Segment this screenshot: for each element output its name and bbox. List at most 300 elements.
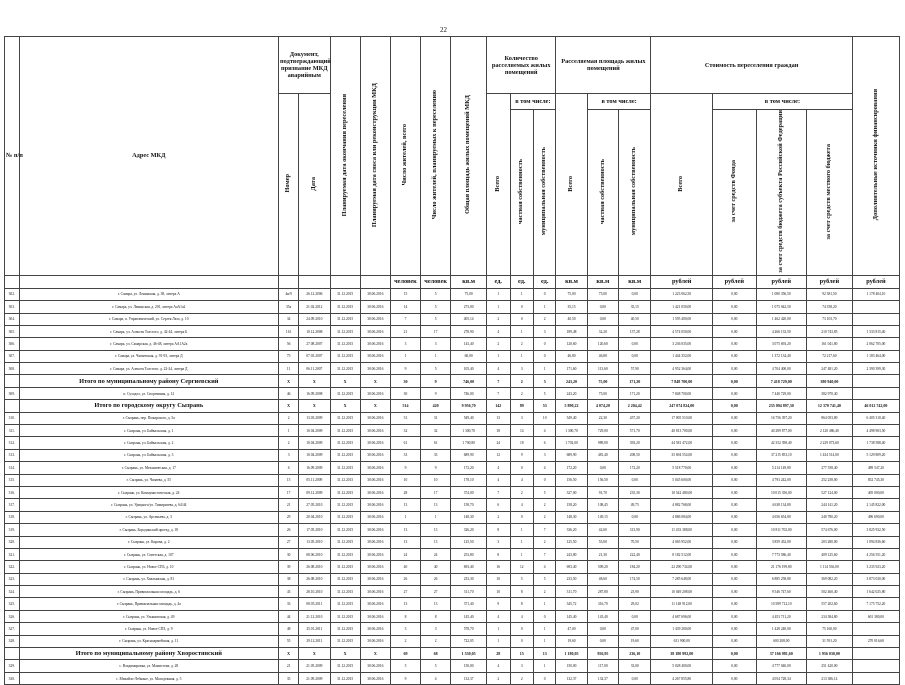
table-row (5, 524, 900, 536)
table-cell: 21,30 (587, 548, 618, 560)
table-cell: 105,40 (451, 363, 487, 375)
table-row (5, 449, 900, 461)
table-cell: 2 (279, 437, 299, 449)
table-cell: 4 656 654,80 (756, 511, 806, 523)
table-row (5, 586, 900, 598)
table-cell: 30.06.2016 (360, 598, 390, 610)
table-cell: 278,90 (451, 325, 487, 337)
table-cell: 1 700,80 (451, 437, 487, 449)
table-cell: 21 176 199,80 (756, 561, 806, 573)
table-cell: 10.04.2009 (299, 437, 330, 449)
table-cell: 22,30 (587, 412, 618, 424)
header-num: № п/п (5, 37, 20, 276)
table-cell: 145,40 (556, 610, 587, 622)
table-cell: 2 (487, 672, 510, 684)
table-cell: 1 (510, 350, 533, 362)
table-cell: 5 (534, 573, 556, 585)
row-number: 312. (5, 437, 20, 449)
table-cell: 2 120 486,40 (806, 425, 852, 437)
table-row (5, 672, 900, 684)
table-cell: 5 (421, 288, 451, 300)
header-doc-date: Дата (310, 176, 318, 191)
table-cell: 0 (510, 313, 533, 325)
table-cell: 1 (487, 288, 510, 300)
table-cell: 06.11.2007 (299, 363, 330, 375)
header-cost-incl: в том числе: (712, 94, 852, 110)
address-cell: г. Сызрань, ул. Новое СПЗ, д. 9 (19, 623, 279, 635)
row-number: 303. (5, 301, 20, 313)
table-cell: 0,00 (712, 313, 756, 325)
table-cell: 120,60 (587, 338, 618, 350)
table-cell: 31.12.2015 (330, 561, 360, 573)
table-row (5, 598, 900, 610)
table-cell: 1 300,70 (556, 425, 587, 437)
table-cell: 30.06.2016 (360, 623, 390, 635)
table-cell: 1 (421, 350, 451, 362)
table-cell: 0,00 (712, 449, 756, 461)
table-cell: 9 546 747,60 (756, 586, 806, 598)
table-row (5, 660, 900, 672)
table-cell: 29.12.2011 (299, 635, 330, 647)
table-cell: 31.12.2015 (330, 548, 360, 560)
table-cell: 405 000,00 (852, 486, 899, 498)
table-cell: 28 (390, 486, 420, 498)
table-cell: 13 (421, 499, 451, 511)
table-cell: 574 676,00 (806, 524, 852, 536)
table-cell: 5 129 809,20 (852, 449, 899, 461)
table-cell: 10 (534, 412, 556, 424)
table-cell: 25.01.2011 (299, 623, 330, 635)
table-cell: 327,00 (556, 486, 587, 498)
table-cell: 75,00 (587, 375, 618, 387)
table-cell: 273,00 (451, 301, 487, 313)
table-cell: 10 (487, 573, 510, 585)
table-cell: X (279, 648, 299, 660)
table-cell: 0,00 (587, 313, 618, 325)
table-cell: 31.12.2015 (330, 573, 360, 585)
table-cell: 30 (279, 548, 299, 560)
table-cell (852, 387, 899, 399)
address-cell: г. Сызрань, пер. Пожарского, д. 5а (19, 412, 279, 424)
table-cell: X (279, 375, 299, 387)
table-cell: 44 (279, 610, 299, 622)
table-cell: 5 (421, 363, 451, 375)
table-cell: 30 (390, 387, 420, 399)
table-cell: 8 (390, 610, 420, 622)
table-cell: 1 (487, 635, 510, 647)
table-cell: 2 145 822,00 (852, 499, 899, 511)
table-cell: 1 439 200,00 (651, 623, 713, 635)
header-area-group: Расселяемая площадь жилых помещений (556, 37, 651, 94)
table-cell: 1 642 025,80 (852, 586, 899, 598)
table-row (5, 561, 900, 573)
table-cell: 336,20 (556, 524, 587, 536)
table-cell: 0,00 (587, 462, 618, 474)
table-cell (852, 672, 899, 684)
table-cell: 30.06.2016 (360, 350, 390, 362)
table-cell: 4 704 400,00 (756, 363, 806, 375)
table-cell: 4 (534, 561, 556, 573)
header-count-total: Всего (493, 175, 501, 192)
table-cell: 7 (487, 375, 510, 387)
row-number: 316. (5, 486, 20, 498)
table-cell: 60,00 (451, 350, 487, 362)
table-cell: 693,40 (556, 561, 587, 573)
table-cell: 0,00 (712, 511, 756, 523)
table-cell: 30.06.2016 (360, 536, 390, 548)
table-row (5, 387, 900, 399)
table-cell: 49,75 (619, 499, 651, 511)
table-cell: 1 (534, 660, 556, 672)
table-cell: 6 885 258,80 (756, 573, 806, 585)
table-cell: 0,00 (712, 350, 756, 362)
table-cell: 233,50 (556, 573, 587, 585)
table-cell: 3 (421, 623, 451, 635)
table-cell: 8 (487, 548, 510, 560)
row-number: 311. (5, 425, 20, 437)
table-cell: 0,00 (712, 623, 756, 635)
table-cell: 14 (510, 425, 533, 437)
header-count-group: Количество расселяемых жилых помещений (487, 37, 556, 94)
table-cell: 184,20 (619, 561, 651, 573)
table-cell: 0,00 (712, 375, 756, 387)
row-number: 330. (5, 672, 20, 684)
row-number: 314. (5, 462, 20, 474)
table-cell: 174,50 (619, 573, 651, 585)
table-cell: 6 405 310,40 (852, 412, 899, 424)
table-cell: 0,00 (712, 387, 756, 399)
table-cell: 2 229 073,60 (806, 437, 852, 449)
table-cell: 557 202,60 (806, 598, 852, 610)
table-cell: 4 (487, 363, 510, 375)
address-cell: г. Сызрань, ул. Кирова, д. 2 (19, 536, 279, 548)
table-cell: 30.06.2016 (360, 524, 390, 536)
row-number: 321. (5, 548, 20, 560)
unit-cell (5, 275, 20, 288)
table-cell: 9 (487, 598, 510, 610)
table-row (5, 536, 900, 548)
table-cell: 2 (510, 338, 533, 350)
table-cell: 374,00 (451, 486, 487, 498)
table-cell: 1 114 536,00 (806, 561, 852, 573)
table-cell: 10.04.2009 (299, 425, 330, 437)
table-cell: 7 440 729,00 (756, 387, 806, 399)
table-cell: 1 (534, 635, 556, 647)
table-cell: 0,00 (619, 610, 651, 622)
table-cell: 31.12.2015 (330, 462, 360, 474)
row-number: 305. (5, 325, 20, 337)
table-cell: 21 (279, 660, 299, 672)
table-cell: 4 (534, 462, 556, 474)
table-cell: 2 (487, 511, 510, 523)
address-cell: г. Сызрань, ул. Новое СПЗ, д. 10 (19, 561, 279, 573)
address-cell: г. Самара, п. Управленческий, ул. Сергея Лазо, д. 10 (19, 313, 279, 325)
table-cell: 47,00 (556, 623, 587, 635)
table-cell: 30.06.2016 (360, 301, 390, 313)
table-cell: 0,00 (712, 338, 756, 350)
table-cell: 1 (279, 425, 299, 437)
address-cell: г. Сызрань, ул. Ульяновская, д. 49 (19, 610, 279, 622)
table-cell: 31.12.2015 (330, 387, 360, 399)
table-cell: 4 574 050,00 (651, 325, 713, 337)
table-cell: 746,00 (451, 387, 487, 399)
table-cell: 32 (390, 425, 420, 437)
table-cell: 125,50 (556, 536, 587, 548)
table-cell: 68 (421, 648, 451, 660)
table-cell: 5 (510, 573, 533, 585)
table-cell: 1 595 400,00 (651, 313, 713, 325)
address-cell: г. Сызрань, Привокзальная площадь, д. 4а (19, 598, 279, 610)
unit-cell: рублей (756, 275, 806, 288)
table-cell: 21 (279, 499, 299, 511)
table-cell: 33,00 (619, 660, 651, 672)
table-cell: 40 (421, 561, 451, 573)
table-cell: 43 (279, 586, 299, 598)
table-cell: 56 (279, 338, 299, 350)
table-cell: 145,40 (451, 610, 487, 622)
table-cell: 235 094 897,30 (756, 400, 806, 412)
table-cell: 3 236 035,00 (651, 338, 713, 350)
table-row (5, 338, 900, 350)
table-cell: 0,00 (619, 672, 651, 684)
table-cell: 33 (279, 598, 299, 610)
table-cell: 1 (510, 325, 533, 337)
table-cell: 10.12.2008 (299, 325, 330, 337)
table-cell: 91,70 (587, 486, 618, 498)
table-cell: 37 166 981,60 (756, 648, 806, 660)
unit-cell: кв.м (587, 275, 618, 288)
table-cell: 313,90 (619, 524, 651, 536)
table-cell: X (330, 648, 360, 660)
table-cell: 23,90 (619, 586, 651, 598)
table-cell: 5 (390, 660, 420, 672)
table-cell: 142 (487, 400, 510, 412)
table-cell: 148,30 (556, 511, 587, 523)
table-cell: 31.12.2015 (330, 412, 360, 424)
table-row (5, 350, 900, 362)
table-cell: 32,20 (587, 325, 618, 337)
table-cell: 0,00 (712, 412, 756, 424)
table-cell: 42 352 398,40 (756, 437, 806, 449)
table-cell: 0 (534, 350, 556, 362)
table-cell: 2 (421, 635, 451, 647)
table-cell: 21.02.2012 (299, 301, 330, 313)
table-cell: 2 (534, 313, 556, 325)
resettlement-table (4, 36, 900, 685)
subtotal-row (5, 400, 900, 412)
table-cell: 33 (390, 449, 420, 461)
table-cell: 326,20 (451, 524, 487, 536)
table-cell: 12 (510, 561, 533, 573)
table-cell: 30.06.2016 (360, 586, 390, 598)
table-cell: 0,00 (587, 635, 618, 647)
table-cell: 33 (421, 449, 451, 461)
table-cell: 30.06.2016 (360, 548, 390, 560)
table-cell: 311,70 (451, 586, 487, 598)
table-cell: 48,60 (587, 573, 618, 585)
table-cell: 13 (421, 598, 451, 610)
table-cell: X (330, 400, 360, 412)
unit-cell: рублей (852, 275, 899, 288)
table-cell: 08.05.2011 (299, 598, 330, 610)
table-cell: 3 (510, 363, 533, 375)
row-number: 315. (5, 474, 20, 486)
table-row (5, 548, 900, 560)
table-cell: 420 (421, 400, 451, 412)
address-cell: г. Сызрань, ул. Красноармейская, д. 11 (19, 635, 279, 647)
table-row (5, 313, 900, 325)
table-cell: 9 956,70 (451, 400, 487, 412)
table-cell: 7 285 648,00 (651, 573, 713, 585)
row-number: 320. (5, 536, 20, 548)
table-cell: 496 690,00 (852, 511, 899, 523)
table-cell: 31.12.2015 (330, 486, 360, 498)
address-cell: с. Михайло-Лебяжье, ул. Молодежная, д. 5 (19, 672, 279, 684)
table-cell: 4 882 768,00 (651, 499, 713, 511)
table-row (5, 623, 900, 635)
table-cell: 10 (390, 474, 420, 486)
table-row (5, 301, 900, 313)
table-cell: 27.05.2010 (299, 499, 330, 511)
table-cell: X (360, 400, 390, 412)
table-cell: 316,70 (587, 598, 618, 610)
table-cell: 0,00 (712, 400, 756, 412)
table-cell: 35,15 (556, 301, 587, 313)
table-cell: 210 743,85 (806, 325, 852, 337)
table-cell: 1 (421, 511, 451, 523)
table-cell: 0,00 (712, 524, 756, 536)
table-cell: 15 (510, 648, 533, 660)
header-additional: Дополнительные источники финансирования (871, 89, 879, 221)
subtotal-row (5, 648, 900, 660)
table-cell: 4 952 364,00 (651, 363, 713, 375)
table-cell: 10 (421, 474, 451, 486)
table-cell: 244 141,20 (806, 499, 852, 511)
table-cell: 1 (487, 301, 510, 313)
table-cell: 0,00 (712, 648, 756, 660)
table-cell: 17 (421, 325, 451, 337)
table-cell: 234 384,80 (806, 610, 852, 622)
table-cell: 2 204,42 (619, 400, 651, 412)
row-number: 309. (5, 387, 20, 399)
row-number: 318. (5, 511, 20, 523)
table-cell: 1 (510, 524, 533, 536)
table-row (5, 635, 900, 647)
table-cell: 0,00 (712, 486, 756, 498)
table-cell: 30.06.2016 (360, 425, 390, 437)
table-cell: 0,00 (712, 301, 756, 313)
table-cell: 3 (534, 325, 556, 337)
table-row (5, 288, 900, 300)
header-area-total: Всего (567, 175, 575, 192)
table-cell: 28.10.2010 (299, 586, 330, 598)
table-cell: 5 (534, 486, 556, 498)
table-cell: 0,00 (712, 474, 756, 486)
address-cell: п. Суходол, ул. Спортивная, д. 12 (19, 387, 279, 399)
table-cell: 157,28 (619, 325, 651, 337)
table-cell: 31.12.2015 (330, 524, 360, 536)
table-cell: 4 638 134,80 (756, 499, 806, 511)
table-cell: 42,60 (587, 524, 618, 536)
table-cell: 35а (279, 301, 299, 313)
table-cell: 0,00 (587, 301, 618, 313)
unit-cell: рублей (806, 275, 852, 288)
table-cell: 13.03.2009 (299, 412, 330, 424)
address-cell: г. Сызрань, ул. Чапаева, д. 55 (19, 474, 279, 486)
table-cell: 17 005 510,00 (651, 412, 713, 424)
table-cell: 75 160,00 (806, 623, 852, 635)
table-cell: 247 074 824,00 (651, 400, 713, 412)
table-cell: 1 180,05 (556, 648, 587, 660)
unit-cell: кв.м (556, 275, 587, 288)
table-cell: X (299, 648, 330, 660)
table-cell: 5 214 149,80 (756, 462, 806, 474)
table-cell: 172,20 (556, 462, 587, 474)
row-number: 323. (5, 573, 20, 585)
table-cell: 40,50 (556, 313, 587, 325)
table-cell: 0,00 (619, 288, 651, 300)
table-cell: 171,20 (619, 375, 651, 387)
table-cell: 30.06.2016 (360, 313, 390, 325)
table-cell: 0,00 (712, 598, 756, 610)
table-cell: 125,50 (451, 536, 487, 548)
table-cell: 208,50 (619, 449, 651, 461)
table-cell: 32 (421, 425, 451, 437)
table-cell: 1 (534, 623, 556, 635)
table-cell: 956,95 (587, 648, 618, 660)
table-cell: 30.06.2016 (360, 672, 390, 684)
table-cell: 5 (421, 660, 451, 672)
table-cell: 30.06.2016 (360, 561, 390, 573)
table-cell: 22 290 734,00 (651, 561, 713, 573)
table-cell: 253,80 (451, 548, 487, 560)
table-cell: 31.12.2015 (330, 338, 360, 350)
table-cell: 3 075 693,20 (756, 338, 806, 350)
table-cell: 7 848 700,00 (651, 387, 713, 399)
table-cell: 1 738 588,40 (852, 437, 899, 449)
table-cell: 0,00 (712, 462, 756, 474)
row-number: 328. (5, 635, 20, 647)
table-cell: 1 080 356,50 (756, 288, 806, 300)
table-cell: 30.06.2016 (360, 363, 390, 375)
table-cell: 31.12.2015 (330, 635, 360, 647)
table-cell: 2 (510, 486, 533, 498)
table-cell: 53 (534, 400, 556, 412)
table-cell: 1 702,00 (556, 437, 587, 449)
table-cell: 3 (390, 623, 420, 635)
table-cell: 29 (279, 511, 299, 523)
table-cell: 689,90 (451, 449, 487, 461)
table-cell: 1 (390, 350, 420, 362)
table-cell: 2 062 705,00 (852, 338, 899, 350)
table-cell: 235,30 (619, 486, 651, 498)
table-cell: 31.12.2015 (330, 363, 360, 375)
table-cell: 4 687 696,00 (651, 610, 713, 622)
table-cell: 1 434 514,00 (806, 449, 852, 461)
table-cell: 631 900,00 (651, 635, 713, 647)
table-cell: 382 970,40 (806, 387, 852, 399)
table-cell: 0,00 (712, 586, 756, 598)
table-cell: 38 180 992,00 (651, 648, 713, 660)
table-cell: 10 (487, 586, 510, 598)
table-cell: 10 811 702,00 (756, 524, 806, 536)
header-planned-end: Планируемая дата окончания переселения (340, 93, 348, 217)
table-cell: 4 074,20 (587, 400, 618, 412)
table-cell: 156,50 (587, 474, 618, 486)
address-cell: г. Самара, ул. Самарская, д. 46-48, литера АА1А2а (19, 338, 279, 350)
table-cell: 689,90 (556, 449, 587, 461)
table-cell: 75,00 (556, 288, 587, 300)
